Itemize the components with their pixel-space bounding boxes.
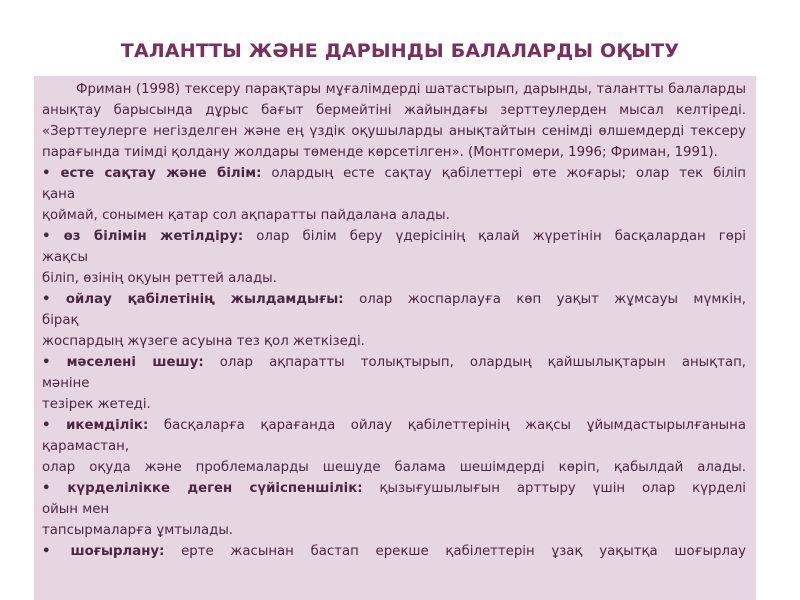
list-item-problem-solving: • мәселені шешу: олар ақпаратты толықтырып, олардың қайшылықтарын анықтап, мәніне тезірек жетеді.: [42, 355, 747, 412]
item-lead: икемділік:: [66, 418, 149, 433]
list-item-memory: • есте сақтау және білім: олардың есте сақтау қабілеттері өте жоғары; олар тек біліп қана қоймай, сонымен қатар сол ақпаратты пайдалана алады.: [42, 166, 746, 223]
item-lead: ойлау қабілетінің жылдамдығы:: [65, 292, 344, 307]
item-lead: өз білімін жетілдіру:: [63, 229, 244, 244]
item-lead: шоғырлану:: [70, 544, 165, 559]
item-lead: күрделілікке деген сүйіспеншілік:: [67, 481, 363, 496]
intro-paragraph: Фриман (1998) тексеру парақтары мұғалімдерді шатастырып, дарынды, талантты балаларды анықтау барысында дұрыс бағыт бермейтіні жайындағы зерттеулерден мысал келтіреді. «Зерттеулерге негізделген және ең үздік оқушыларды анықтайтын сенімді өлшемдерді тексеру парағында тиімді қолдану жолдары төменде көрсетілген». (Монтгомери, 1996; Фриман, 1991).: [42, 82, 746, 160]
item-lead: мәселені шешу:: [66, 355, 204, 370]
slide-title: ТАЛАНТТЫ ЖӘНЕ ДАРЫНДЫ БАЛАЛАРДЫ ОҚЫТУ: [120, 40, 680, 62]
list-item-self-improvement: • өз білімін жетілдіру: олар білім беру үдерісінің қалай жүретінін басқалардан гөрі жақсы біліп, өзінің оқуын реттей алады.: [42, 229, 746, 286]
list-item-complexity: • күрделілікке деген сүйіспеншілік: қызығушылығын арттыру үшін олар күрделі ойын мен тапсырмаларға ұмтылады.: [42, 481, 747, 538]
list-item-concentration: • шоғырлану: ерте жасынан бастап ерекше қабілеттерін ұзақ уақытқа шоғырлау: [42, 544, 746, 559]
list-item-thinking-speed: • ойлау қабілетінің жылдамдығы: олар жоспарлауға көп уақыт жұмсауы мүмкін, бірақ жоспардың жүзеге асуына тез қол жеткізеді.: [42, 292, 747, 349]
item-lead: есте сақтау және білім:: [60, 166, 262, 181]
list-item-flexibility: • икемділік: басқаларға қарағанда ойлау қабілеттерінің жақсы ұйымдастырылғанына қарамастан, олар оқуда және проблемаларды шешуде балама шешімдерді көріп, қабылдай алады.: [42, 418, 747, 475]
content-box: [34, 76, 756, 600]
